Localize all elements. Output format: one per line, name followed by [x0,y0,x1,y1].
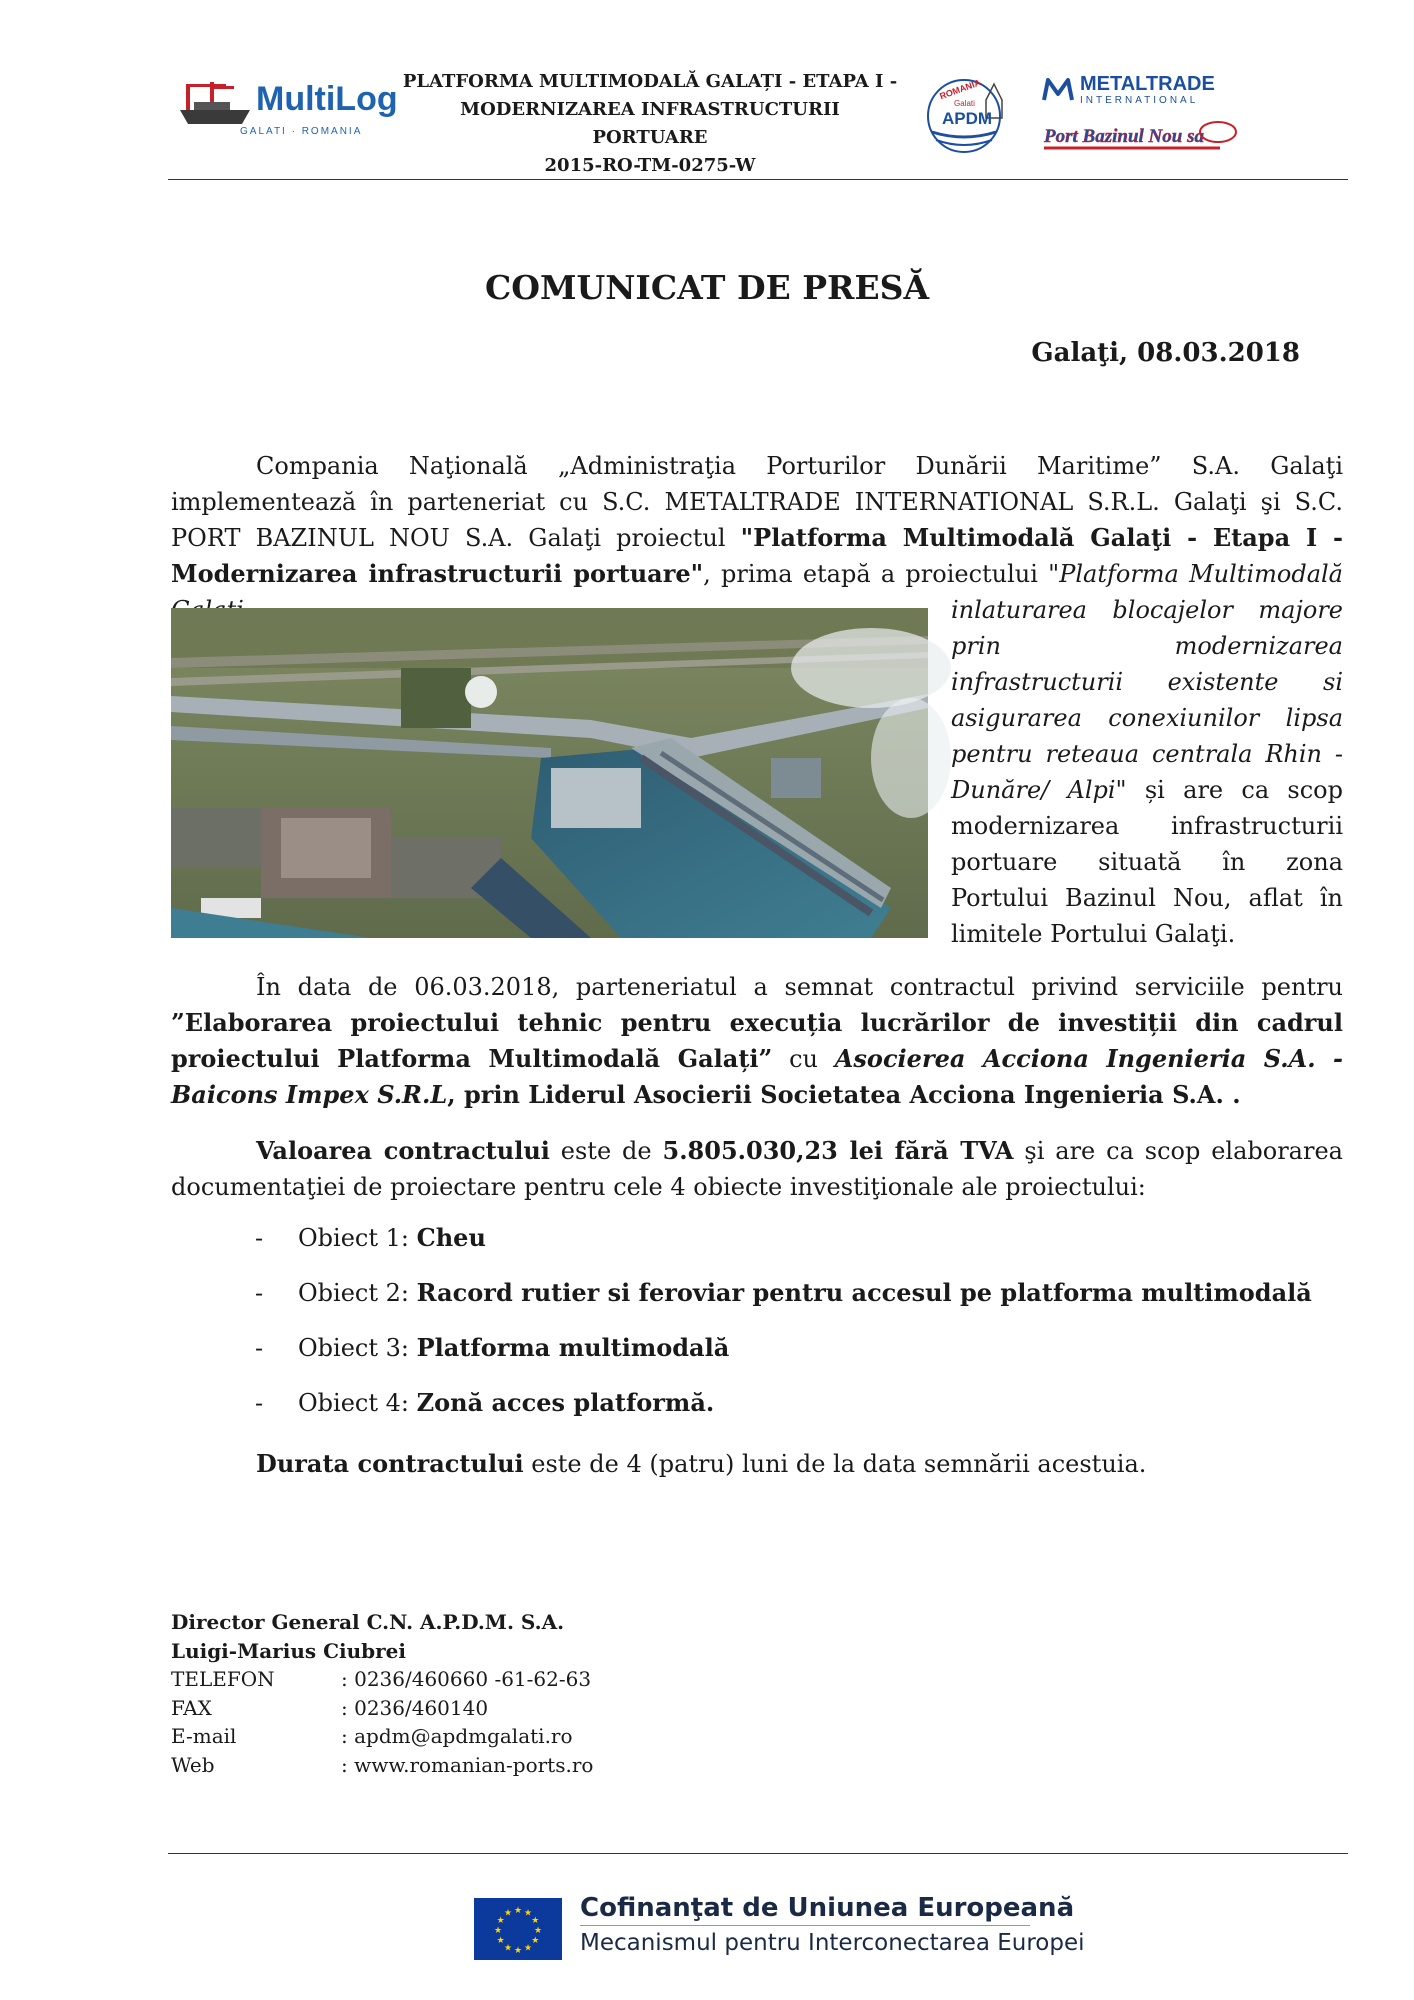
header-divider [168,179,1348,180]
multilog-logo-text: MultiLog [256,80,398,118]
metaltrade-sub: INTERNATIONAL [1080,95,1199,106]
contact-label: E-mail [171,1724,237,1748]
paragraph-contract [171,969,1343,1113]
intro-parent-project-end: inlaturarea blocajelor majore prin modernizarea infrastructurii existente si asigurarea conexiunilor lipsa pentru reteaua centrala Rhin - Dunăre/ Alpi" [951,596,1343,804]
eu-program-text: Mecanismul pentru Interconectarea Europei [580,1930,1085,1956]
contact-title: Director General C.N. A.P.D.M. S.A. [171,1610,565,1634]
eu-star-icon: ★ [496,1936,505,1946]
contact-row-phone [171,1665,593,1694]
value-text-2: şi are ca scop elaborarea documentaţiei de proiectare pentru cele 4 obiecte investiţionale ale proiectului: [171,1137,1343,1201]
list-item [255,1275,1355,1330]
header-title-line2: MODERNIZAREA INFRASTRUCTURII PORTUARE [460,99,840,148]
header-title-line3: 2015-RO-TM-0275-W [544,155,756,176]
eu-cofinance-text: Cofinanţat de Uniunea Europeană [580,1893,1075,1923]
duration-text: este de 4 (patru) luni de la data semnării acestuia. [523,1450,1147,1478]
footer-divider [168,1853,1348,1854]
eu-star-icon: ★ [523,1943,533,1954]
eu-star-icon: ★ [531,1936,540,1946]
contact-row-web [171,1751,593,1780]
eu-star-icon: ★ [503,1908,513,1919]
object-name: Racord rutier si feroviar pentru accesul pe platforma multimodală [416,1278,1312,1307]
contact-label: Web [171,1752,215,1777]
value-text-1: este de [549,1137,663,1165]
intro-parent-project-start: "Platforma Multimodală [1048,560,1343,588]
contact-label: TELEFON [171,1667,275,1691]
contact-row-fax [171,1694,593,1723]
contact-label: FAX [171,1695,212,1720]
metaltrade-logo [1040,70,1240,110]
port-aerial-image [171,608,928,938]
bullet-dash: - [255,1334,264,1362]
contract-text-1: În data de 06.03.2018, parteneriatul a semnat contractul privind serviciile pentru [256,973,1343,1001]
list-item [255,1385,1355,1440]
contact-person: Luigi-Marius Ciubrei [171,1638,406,1663]
contact-value: : 0236/460660 -61-62-63 [341,1667,592,1691]
object-prefix: Obiect 1: [298,1224,417,1252]
eu-star-icon: ★ [531,1916,540,1926]
eu-star-icon: ★ [533,1926,543,1936]
eu-star-icon: ★ [493,1926,503,1936]
contact-row-email [171,1722,593,1751]
intro-text-3: și are ca scop modernizarea infrastructurii portuare situată în zona Portului Bazinul Nou, aflat în limitele Portului Galaţi. [951,776,1343,948]
eu-star-icon: ★ [496,1916,505,1926]
project-header [400,68,900,180]
intro-project-name: "Platforma Multimodală Galaţi - Etapa I - Modernizarea infrastructurii portuare" [171,523,1343,588]
contract-service-name: ”Elaborarea proiectului tehnic pentru execuția lucrărilor de investiții din cadrul proiectului Platforma Multimodală Galați” [171,1008,1343,1073]
document-date: Galaţi, 08.03.2018 [1031,338,1300,368]
eu-star-icon: ★ [513,1906,523,1916]
paragraph-duration [256,1446,1146,1482]
metaltrade-name: METALTRADE [1080,73,1215,95]
eu-text-divider [580,1925,1030,1926]
bullet-dash: - [255,1279,264,1307]
apdm-city-text: Galati [954,99,975,108]
bullet-dash: - [255,1389,264,1417]
apdm-ring-text: ROMANIA [938,77,983,102]
eu-star-icon: ★ [503,1943,513,1954]
contract-text-2: cu [772,1045,835,1073]
investment-objects-list [255,1220,1355,1440]
duration-label: Durata contractului [256,1449,524,1478]
list-item [255,1220,1355,1275]
contact-value: : 0236/460140 [341,1695,489,1720]
contract-leader: , prin Liderul Asocierii Societatea Acciona Ingenieria S.A. . [447,1080,1241,1109]
bullet-dash: - [255,1224,264,1252]
object-prefix: Obiect 4: [298,1389,417,1417]
contact-email[interactable]: : apdm@apdmgalati.ro [341,1724,573,1748]
multilog-logo [180,74,398,144]
contact-website[interactable]: : www.romanian-ports.ro [341,1752,594,1777]
intro-text-2: , prima etapă a proiectului [703,560,1049,588]
value-label: Valoarea contractului [256,1136,550,1165]
eu-star-icon: ★ [523,1908,533,1919]
multilog-logo-subtext: GALATI · ROMANIA [240,126,363,137]
contract-contractor: Asocierea Acciona Ingenieria S.A. - Baicons Impex S.R.L [171,1044,1344,1109]
contact-block [171,1608,593,1779]
eu-flag-icon [474,1898,562,1960]
object-prefix: Obiect 3: [298,1334,417,1362]
apdm-name-text: APDM [942,109,993,128]
object-name: Platforma multimodală [416,1333,730,1362]
page-title: COMUNICAT DE PRESĂ [484,268,930,307]
intro-text-1: Compania Naţională „Administraţia Porturilor Dunării Maritime” S.A. Galaţi implementează în parteneriat cu S.C. METALTRADE INTERNATIONAL S.R.L. Galaţi şi S.C. PORT BAZINUL NOU S.A. Galaţi proiectul [171,452,1343,552]
pbn-name: Port Bazinul Nou sa [1044,126,1204,147]
header-title-line1: PLATFORMA MULTIMODALĂ GALAȚI - ETAPA I - [402,71,898,92]
object-name: Zonă acces platformă. [416,1388,715,1417]
intro-parent-project-continued [951,592,1343,952]
port-bazinul-nou-logo [1040,118,1240,154]
apdm-logo [916,70,1028,156]
paragraph-value [171,1133,1343,1205]
object-prefix: Obiect 2: [298,1279,417,1307]
object-name: Cheu [416,1223,486,1252]
eu-star-icon: ★ [513,1946,523,1956]
list-item [255,1330,1355,1385]
contract-value: 5.805.030,23 lei fără TVA [662,1136,1014,1165]
